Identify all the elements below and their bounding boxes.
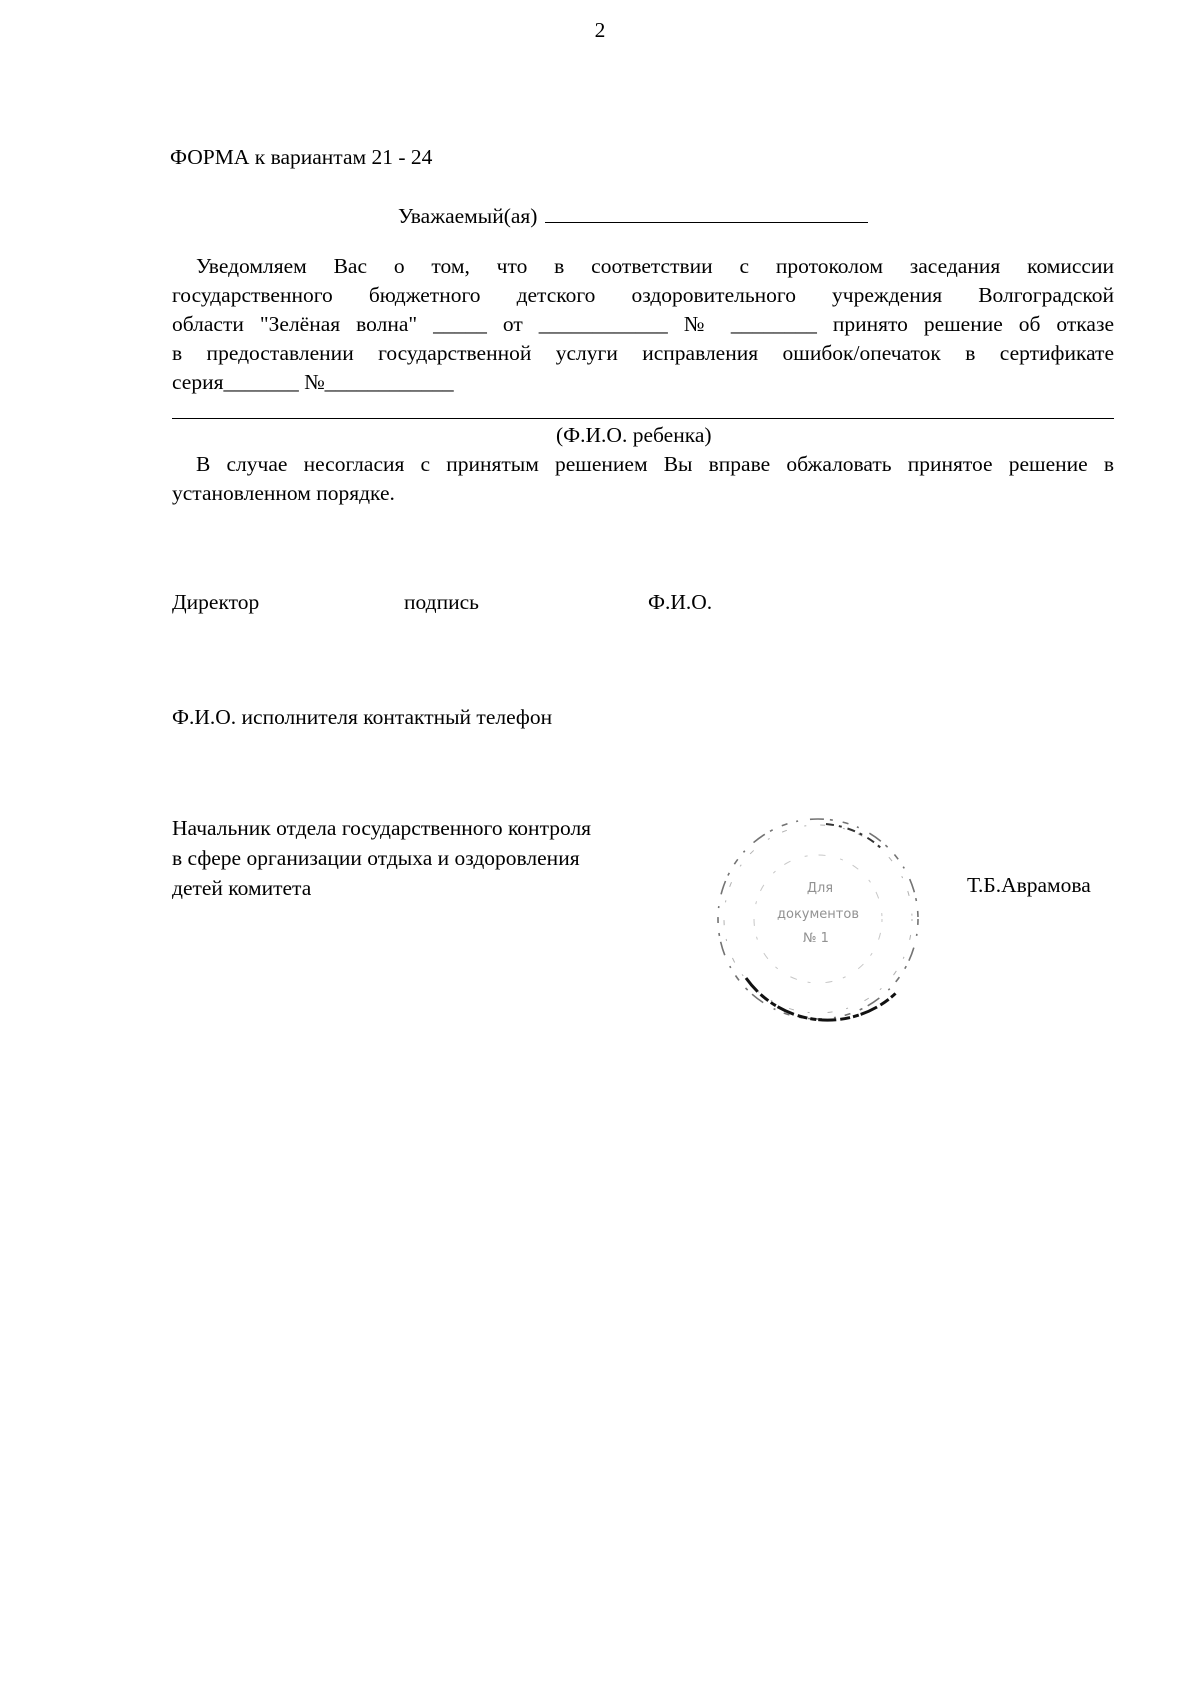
head-of-department-title xyxy=(172,813,591,903)
stamp-text: № 1 xyxy=(803,931,829,946)
child-name-caption: (Ф.И.О. ребенка) xyxy=(556,423,712,447)
head-title-line: в сфере организации отдыха и оздоровления xyxy=(172,846,580,870)
notification-line: в предоставлении государственной услуги исправления ошибок/опечаток в сертификате xyxy=(172,341,1114,365)
head-of-department-name: Т.Б.Аврамова xyxy=(967,873,1091,897)
notification-line: области "Зелёная волна" _____ от ____________ № ________ принято решение об отказе xyxy=(172,312,1114,336)
stamp-seal-icon xyxy=(706,808,930,1030)
head-title-line: детей комитета xyxy=(172,876,312,900)
notification-line: Уведомляем Вас о том, что в соответствии с протоколом заседания комиссии xyxy=(196,254,1114,278)
director-fio-label: Ф.И.О. xyxy=(648,590,713,614)
recipient-name-blank xyxy=(545,202,868,223)
form-title: ФОРМА к вариантам 21 - 24 xyxy=(170,145,433,169)
notification-line: серия_______ №____________ xyxy=(172,370,454,394)
executor-contact-line: Ф.И.О. исполнителя контактный телефон xyxy=(172,705,553,729)
child-name-line xyxy=(172,418,1114,419)
appeal-paragraph xyxy=(172,450,1114,508)
stamp-text: Для xyxy=(806,881,834,896)
head-title-line: Начальник отдела государственного контроля xyxy=(172,816,592,840)
official-stamp xyxy=(706,808,930,1030)
director-label: Директор xyxy=(172,590,260,614)
signature-label: подпись xyxy=(404,590,479,614)
salutation xyxy=(398,202,868,231)
salutation-label: Уважаемый(ая) xyxy=(398,204,538,228)
page-number: 2 xyxy=(594,18,606,42)
appeal-text: В случае несогласия с принятым решением Вы вправе обжаловать принятое решение в установленном порядке. xyxy=(172,452,1114,505)
stamp-text: документов xyxy=(777,907,859,922)
notification-line: государственного бюджетного детского оздоровительного учреждения Волгоградской xyxy=(172,283,1114,307)
notification-paragraph xyxy=(172,252,1114,397)
